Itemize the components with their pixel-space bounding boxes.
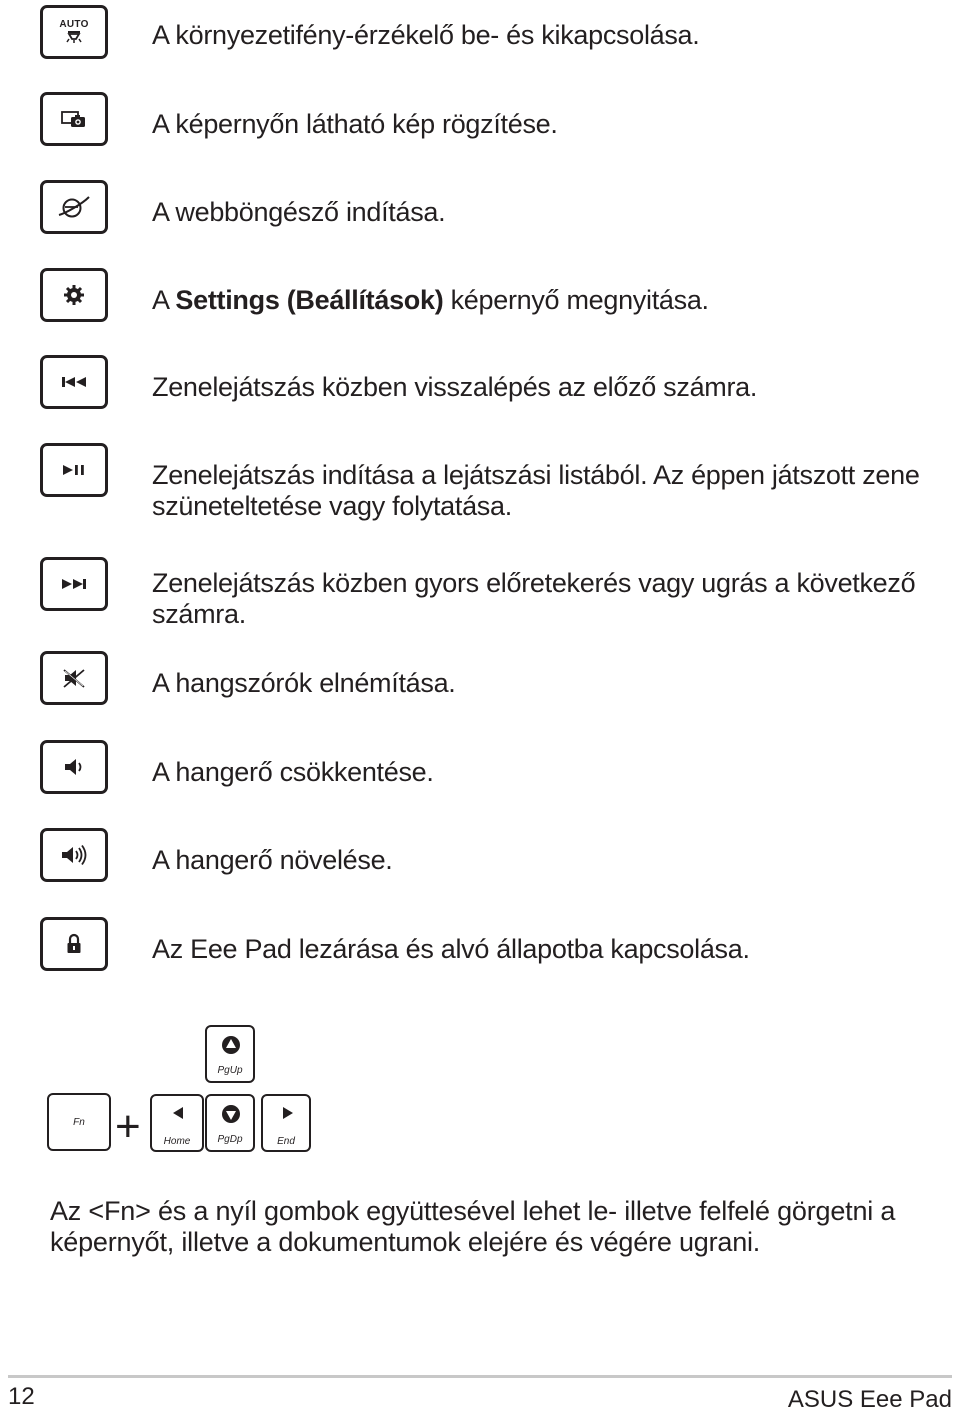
volume-up-key (40, 828, 108, 882)
note-line-1: Az <Fn> és a nyíl gombok együttesével lehet le- illetve felfelé görgetni a (50, 1196, 896, 1226)
footer-title: ASUS Eee Pad (787, 1386, 952, 1413)
home-key (150, 1094, 204, 1152)
shortcut-description: Zenelejátszás közben visszalépés az előző számra. (152, 372, 758, 402)
previous-track-key (40, 355, 108, 409)
play-pause-key (40, 443, 108, 497)
fn-key-label: Fn (73, 1117, 85, 1128)
play-pause-icon (60, 463, 88, 477)
lock-key (40, 917, 108, 971)
shortcut-description: A hangerő csökkentése. (152, 757, 434, 787)
pgup-key-label: PgUp (217, 1065, 243, 1076)
ambient-light-sensor-icon (63, 30, 85, 44)
web-browser-key (40, 180, 108, 234)
settings-bold-label: Settings (Beállítások) (175, 285, 444, 315)
previous-track-icon (60, 375, 88, 389)
volume-down-key (40, 740, 108, 794)
arrow-up-icon (221, 1035, 241, 1055)
shortcut-description: A képernyőn látható kép rögzítése. (152, 109, 558, 139)
shortcut-description: A hangszórók elnémítása. (152, 668, 456, 698)
auto-key-label: AUTO (59, 18, 89, 30)
volume-up-icon (59, 844, 89, 866)
page-number: 12 (8, 1383, 35, 1410)
footer-divider (8, 1375, 952, 1378)
end-key-label: End (277, 1136, 295, 1147)
arrow-right-icon (282, 1106, 294, 1120)
arrow-down-icon (221, 1104, 241, 1124)
mute-speaker-icon (61, 667, 87, 689)
home-key-label: Home (163, 1136, 191, 1147)
screenshot-camera-icon (60, 109, 88, 129)
shortcut-description: A környezetifény-érzékelő be- és kikapcsolása. (152, 20, 700, 50)
fn-key (47, 1093, 111, 1151)
fn-arrow-note (50, 1196, 960, 1258)
shortcut-description: A Settings (Beállítások) képernyő megnyitása. (152, 285, 709, 315)
mute-key (40, 651, 108, 705)
pgup-key (205, 1025, 255, 1083)
volume-down-icon (61, 757, 87, 777)
end-key (261, 1094, 311, 1152)
settings-gear-icon (62, 283, 86, 307)
web-browser-icon (56, 194, 92, 220)
note-line-2: képernyőt, illetve a dokumentumok elejére és végére ugrani. (50, 1227, 761, 1257)
next-track-key (40, 557, 108, 611)
shortcut-description: Az Eee Pad lezárása és alvó állapotba kapcsolása. (152, 934, 750, 964)
plus-sign: + (115, 1102, 141, 1151)
shortcut-description: A webböngésző indítása. (152, 197, 446, 227)
shortcut-description: Zenelejátszás indítása a lejátszási listából. Az éppen játszott zene szüneteltetése vagy folytatása. (152, 460, 920, 521)
screenshot-key (40, 92, 108, 146)
pgdp-key-label: PgDp (217, 1134, 243, 1145)
settings-key (40, 268, 108, 322)
shortcut-description: A hangerő növelése. (152, 845, 393, 875)
lock-icon (65, 933, 83, 955)
shortcut-description: Zenelejátszás közben gyors előretekerés vagy ugrás a következő számra. (152, 568, 916, 629)
arrow-left-icon (172, 1106, 184, 1120)
next-track-icon (60, 577, 88, 591)
ambient-light-sensor-key (40, 5, 108, 59)
pgdp-key (205, 1094, 255, 1152)
